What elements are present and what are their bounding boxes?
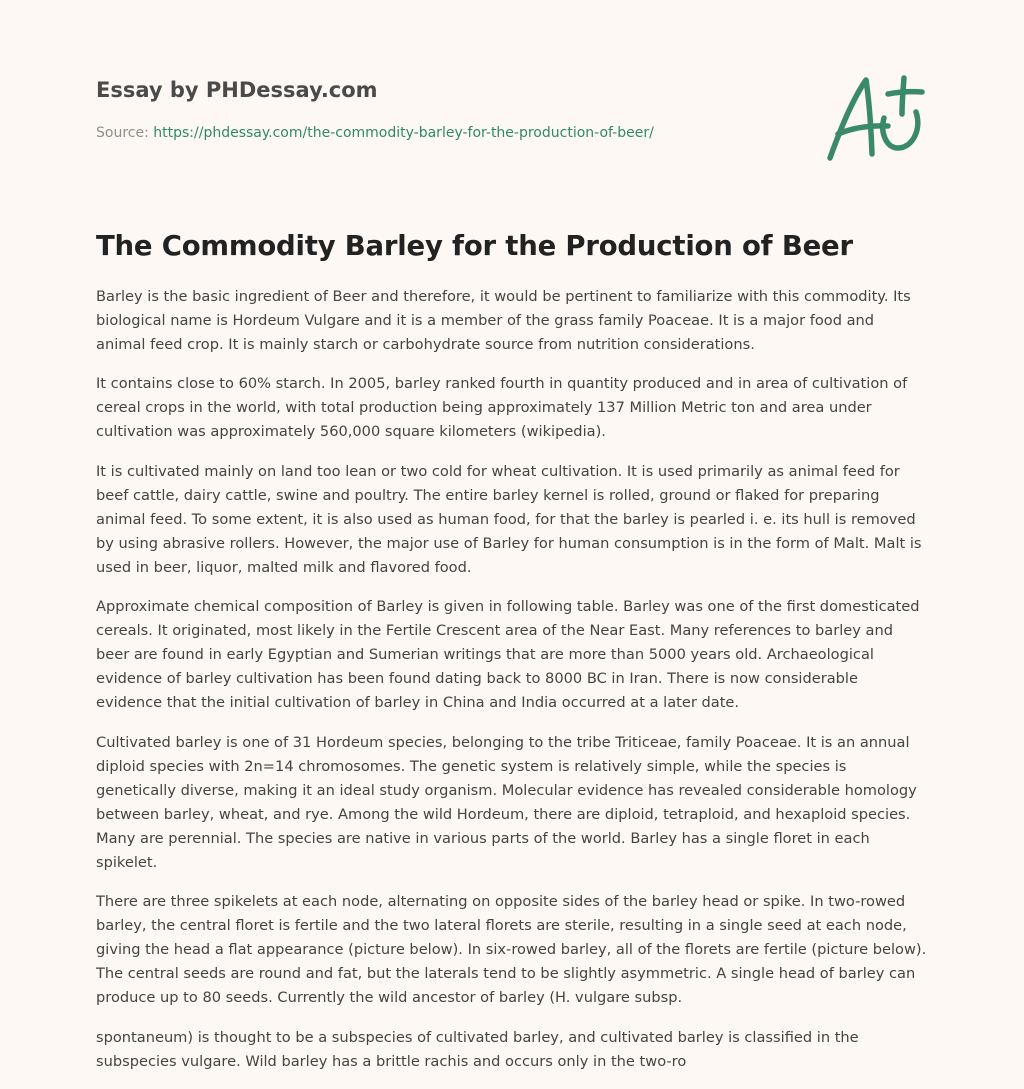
logo-plus-horizontal — [888, 92, 922, 94]
brand-title: Essay by PHDessay.com — [96, 78, 378, 102]
source-link[interactable]: https://phdessay.com/the-commodity-barley-for-the-production-of-beer/ — [153, 125, 654, 141]
logo-swoosh — [883, 112, 918, 148]
paragraph: Approximate chemical composition of Barley is given in following table. Barley was one of the first domesticated cereals. It originated, most likely in the Fertile Crescent area of the Near East. Many references to barley and beer are found in early Egyptian and Sumerian writings that are more than 5000 years old. Archaeological evidence of barley cultivation has been found dating back to 8000 BC in Iran. There is now considerable evidence that the initial cultivation of barley in China and India occurred at a later date. — [96, 598, 920, 712]
paragraph: spontaneum) is thought to be a subspecies of cultivated barley, and cultivated barley is classified in the subspecies vulgare. Wild barley has a brittle rachis and occurs only in the two-ro — [96, 1028, 859, 1070]
source-line — [96, 124, 654, 142]
article-body — [96, 285, 928, 1089]
paragraph: Cultivated barley is one of 31 Hordeum species, belonging to the tribe Triticeae, family Poaceae. It is an annual diploid species with 2n=14 chromosomes. The genetic system is relatively simple, while the species is genetically diverse, making it an ideal study organism. Molecular evidence has revealed considerable homology between barley, wheat, and rye. Among the wild Hordeum, there are diploid, tetraploid, and hexaploid species. Many are perennial. The species are native in various parts of the world. Barley has a single floret in each spikelet. — [96, 733, 917, 871]
logo-a-stroke — [830, 80, 872, 158]
page-title: The Commodity Barley for the Production of Beer — [96, 230, 853, 262]
a-plus-logo-icon — [824, 70, 928, 166]
paragraph: Barley is the basic ingredient of Beer and therefore, it would be pertinent to familiarize with this commodity. Its biological name is Hordeum Vulgare and it is a member of the grass family Poaceae. It is a major food and animal feed crop. It is mainly starch or carbohydrate source from nutrition considerations. — [96, 288, 911, 354]
paragraph: It contains close to 60% starch. In 2005, barley ranked fourth in quantity produced and in area of cultivation of cereal crops in the world, with total production being approximately 137 Million Metric ton and area under cultivation was approximately 560,000 square kilometers (wikipedia). — [96, 375, 908, 441]
paragraph: There are three spikelets at each node, alternating on opposite sides of the barley head or spike. In two-rowed barley, the central floret is fertile and the two lateral florets are sterile, resulting in a single seed at each node, giving the head a flat appearance (picture below). In six-rowed barley, all of the florets are fertile (picture below). The central seeds are round and fat, but the laterals tend to be slightly asymmetric. A single head of barley can produce up to 80 seeds. Currently the wild ancestor of barley (H. vulgare subsp. — [96, 893, 927, 1007]
source-label: Source: — [96, 125, 154, 141]
paragraph: It is cultivated mainly on land too lean or two cold for wheat cultivation. It is used primarily as animal feed for beef cattle, dairy cattle, swine and poultry. The entire barley kernel is rolled, ground or flaked for preparing animal feed. To some extent, it is also used as human food, for that the barley is pearled i. e. its hull is removed by using abrasive rollers. However, the major use of Barley for human consumption is in the form of Malt. Malt is used in beer, liquor, malted milk and flavored food. — [96, 462, 922, 576]
site-header — [96, 76, 796, 104]
logo-plus-vertical — [902, 78, 904, 114]
